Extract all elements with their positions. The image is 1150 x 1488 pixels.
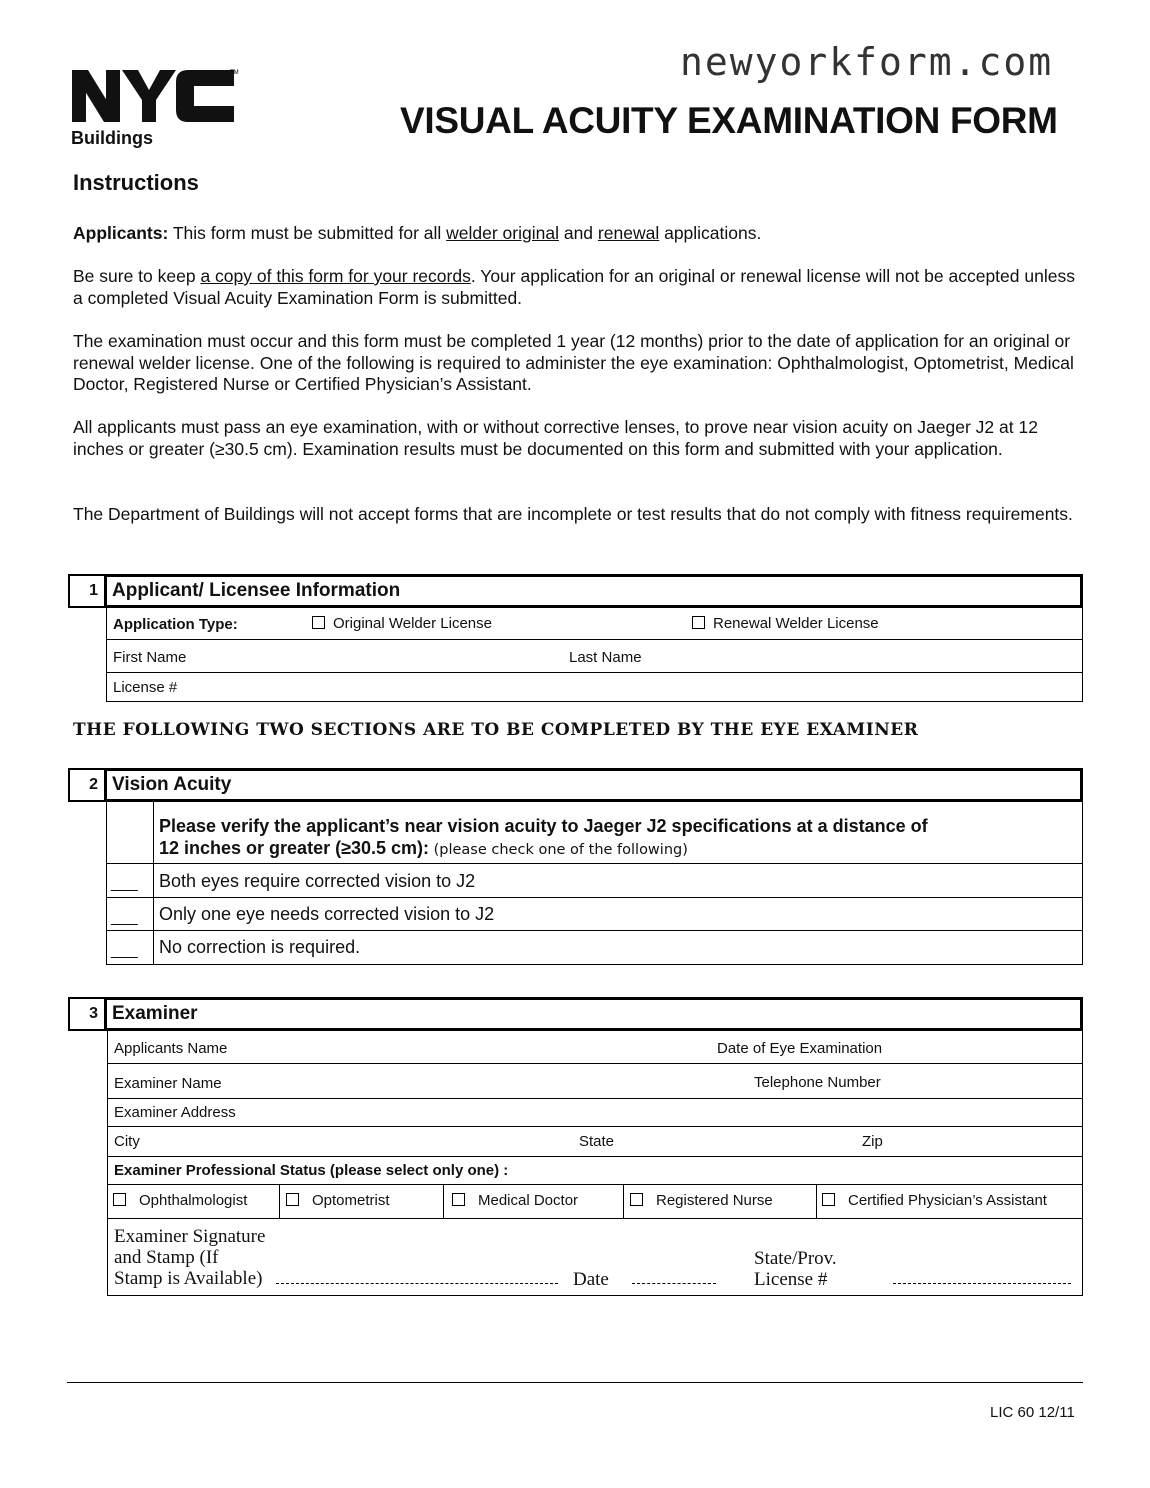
professional-status-label: Examiner Professional Status (please select only one) :	[114, 1162, 509, 1179]
instructions-paragraph-applicants	[73, 223, 1083, 245]
keep-copy-link[interactable]: a copy of this form for your records	[200, 266, 471, 286]
renewal-welder-option[interactable]	[692, 615, 879, 632]
city-state-zip-row[interactable]	[107, 1127, 1083, 1157]
text: and	[558, 223, 598, 243]
status-ophthalmologist[interactable]	[113, 1192, 247, 1209]
section-2-title: Vision Acuity	[104, 768, 1083, 802]
option-label: Original Welder License	[333, 615, 492, 632]
status-medical-doctor[interactable]	[452, 1192, 578, 1209]
first-name-field[interactable]: First Name	[113, 649, 187, 666]
date-label: Date	[573, 1269, 609, 1290]
instructions-paragraph-keep-copy	[73, 266, 1083, 309]
examiner-address-field[interactable]: Examiner Address	[114, 1104, 236, 1121]
examiner-name-field[interactable]: Examiner Name	[114, 1075, 222, 1092]
footer-divider	[67, 1382, 1083, 1383]
option-label: Renewal Welder License	[713, 615, 879, 632]
application-type-row	[106, 608, 1083, 640]
renewal-welder-checkbox[interactable]	[692, 616, 705, 629]
instructions-paragraph-compliance: The Department of Buildings will not accept forms that are incomplete or test results that do not comply with fitness requirements.	[73, 504, 1073, 524]
registered-nurse-checkbox[interactable]	[630, 1193, 643, 1206]
optometrist-checkbox[interactable]	[286, 1193, 299, 1206]
state-prov-license-blank[interactable]	[893, 1283, 1071, 1284]
signature-label	[114, 1226, 265, 1289]
section-2-number: 2	[68, 768, 104, 802]
vision-prompt-row	[106, 802, 1083, 864]
prompt-line-2: 12 inches or greater (≥30.5 cm):	[159, 838, 429, 858]
certified-pa-checkbox[interactable]	[822, 1193, 835, 1206]
signature-label-line: Examiner Signature	[114, 1226, 266, 1247]
signature-label-line: Stamp is Available)	[114, 1268, 263, 1289]
vision-option-blank[interactable]: ___	[111, 875, 138, 892]
text: This form must be submitted for all	[168, 223, 447, 243]
status-label: Optometrist	[312, 1192, 390, 1209]
text: . Your application for an original or renewal license will not be accepted unless a completed Visual Acuity Examination Form is submitted.	[73, 266, 1075, 308]
status-certified-pa[interactable]	[822, 1192, 1047, 1209]
telephone-field[interactable]: Telephone Number	[754, 1074, 881, 1091]
form-code: LIC 60 12/11	[990, 1404, 1075, 1421]
signature-row	[107, 1219, 1083, 1296]
professional-status-label-row	[107, 1157, 1083, 1185]
applicants-label: Applicants:	[73, 223, 169, 243]
vision-option-label: Both eyes require corrected vision to J2	[159, 871, 476, 891]
examiner-phone-row[interactable]	[107, 1064, 1083, 1099]
renewal-link[interactable]: renewal	[597, 223, 660, 243]
section-1-number: 1	[68, 574, 104, 608]
professional-status-options-row	[107, 1185, 1083, 1219]
city-field[interactable]: City	[114, 1133, 140, 1150]
instructions-heading: Instructions	[73, 170, 199, 195]
section-1-title: Applicant/ Licensee Information	[104, 574, 1083, 608]
instructions-paragraph-timing: The examination must occur and this form must be completed 1 year (12 months) prior to the date of application for an original or renewal welder license. One of the following is required to administer the eye examination: Ophthalmologist, Optometrist, Medical Doctor, Registered Nurse or Certified Physician’s Assistant.	[73, 331, 1074, 394]
section-3-title: Examiner	[104, 997, 1083, 1031]
status-label: Ophthalmologist	[139, 1192, 248, 1209]
date-blank[interactable]	[632, 1283, 716, 1284]
welder-original-link[interactable]: welder original	[446, 223, 559, 243]
examiner-sections-banner: THE FOLLOWING TWO SECTIONS ARE TO BE COMPLETED BY THE EYE EXAMINER	[73, 720, 919, 740]
text: Be sure to keep	[73, 266, 201, 286]
applicants-name-field[interactable]: Applicants Name	[114, 1040, 228, 1057]
status-label: Certified Physician’s Assistant	[848, 1192, 1047, 1209]
text: applications.	[659, 223, 762, 243]
vision-option-row[interactable]	[106, 931, 1083, 965]
signature-label-line: and Stamp (If	[114, 1247, 219, 1268]
vision-option-row[interactable]	[106, 864, 1083, 898]
license-number-field[interactable]: License #	[113, 679, 178, 696]
instructions-paragraph-requirements: All applicants must pass an eye examination, with or without corrective lenses, to prove near vision acuity on Jaeger J2 at 12 inches or greater (≥30.5 cm). Examination results must be documented on this form and submitted with your application.	[73, 417, 1038, 459]
section-3-number: 3	[68, 997, 104, 1031]
state-prov-line: State/Prov.	[754, 1248, 837, 1269]
name-row[interactable]	[106, 640, 1083, 673]
status-registered-nurse[interactable]	[630, 1192, 773, 1209]
state-field[interactable]: State	[579, 1133, 615, 1150]
signature-blank[interactable]	[276, 1283, 558, 1284]
application-type-label: Application Type:	[113, 616, 238, 633]
page-title: VISUAL ACUITY EXAMINATION FORM	[400, 100, 1058, 141]
vision-option-row[interactable]	[106, 898, 1083, 931]
vision-prompt	[159, 815, 1059, 861]
vision-option-label: No correction is required.	[159, 937, 361, 957]
prompt-line-1: Please verify the applicant’s near vision acuity to Jaeger J2 specifications at a distance of	[159, 816, 928, 836]
applicant-exam-date-row[interactable]	[107, 1031, 1083, 1064]
vision-option-blank[interactable]: ___	[111, 942, 138, 959]
examiner-address-row[interactable]	[107, 1099, 1083, 1127]
license-row[interactable]	[106, 673, 1083, 702]
status-optometrist[interactable]	[286, 1192, 390, 1209]
state-prov-line: License #	[754, 1269, 828, 1290]
status-label: Medical Doctor	[478, 1192, 579, 1209]
prompt-note: (please check one of the following)	[429, 842, 688, 858]
zip-field[interactable]: Zip	[862, 1133, 883, 1150]
medical-doctor-checkbox[interactable]	[452, 1193, 465, 1206]
logo-subtitle: Buildings	[71, 128, 153, 148]
status-label: Registered Nurse	[656, 1192, 773, 1209]
state-prov-license-label	[754, 1248, 837, 1290]
site-watermark: newyorkform.com	[680, 40, 1054, 84]
last-name-field[interactable]: Last Name	[569, 649, 642, 666]
original-welder-option[interactable]	[312, 615, 492, 632]
original-welder-checkbox[interactable]	[312, 616, 325, 629]
exam-date-field[interactable]: Date of Eye Examination	[717, 1040, 883, 1057]
svg-text:TM: TM	[230, 70, 239, 76]
vision-option-label: Only one eye needs corrected vision to J2	[159, 904, 495, 924]
ophthalmologist-checkbox[interactable]	[113, 1193, 126, 1206]
vision-option-blank[interactable]: ___	[111, 909, 138, 926]
